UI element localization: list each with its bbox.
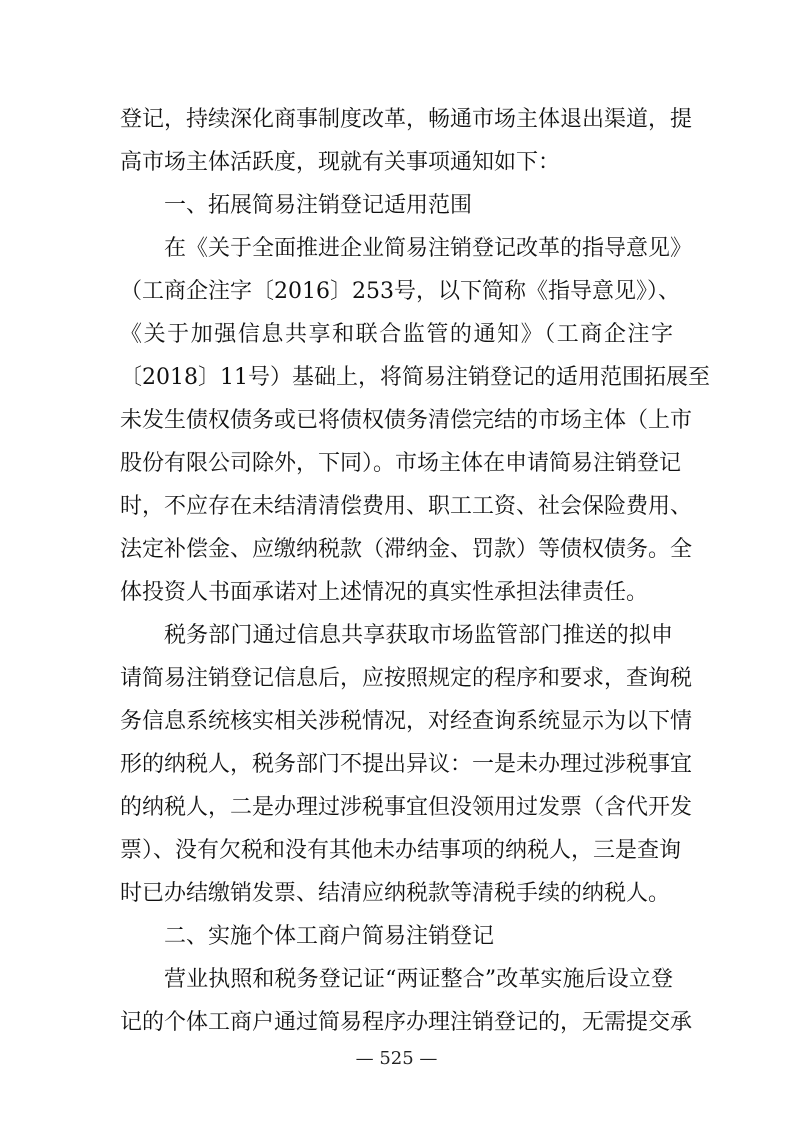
body-line: 时，不应存在未结清清偿费用、职工工资、社会保险费用、 xyxy=(120,494,693,519)
body-line: 营业执照和税务登记证“两证整合”改革实施后设立登 xyxy=(164,967,673,992)
page-number: — 525 — xyxy=(355,1048,438,1069)
body-line: 形的纳税人，税务部门不提出异议：一是未办理过涉税事宜 xyxy=(120,752,693,777)
body-line: 体投资人书面承诺对上述情况的真实性承担法律责任。 xyxy=(120,580,649,605)
body-line: 股份有限公司除外，下同）。市场主体在申请简易注销登记 xyxy=(120,451,682,476)
body-line: 未发生债权债务或已将债权债务清偿完结的市场主体（上市 xyxy=(120,408,693,433)
section-heading-2: 二、实施个体工商户简易注销登记 xyxy=(164,924,495,949)
body-line: 《关于加强信息共享和联合监管的通知》（工商企注字 xyxy=(120,322,673,347)
body-line: 的纳税人，二是办理过涉税事宜但没领用过发票（含代开发 xyxy=(120,795,693,820)
section-heading-1: 一、拓展简易注销登记适用范围 xyxy=(164,193,473,218)
body-line: 请简易注销登记信息后，应按照规定的程序和要求，查询税 xyxy=(120,666,693,691)
body-line: 登记，持续深化商事制度改革，畅通市场主体退出渠道，提 xyxy=(120,107,693,132)
body-line: 时已办结缴销发票、结清应纳税款等清税手续的纳税人。 xyxy=(120,881,671,906)
body-line: 税务部门通过信息共享获取市场监管部门推送的拟申 xyxy=(164,623,673,648)
body-line: 务信息系统核实相关涉税情况，对经查询系统显示为以下情 xyxy=(120,709,693,734)
body-line: 法定补偿金、应缴纳税款（滞纳金、罚款）等债权债务。全 xyxy=(120,537,693,562)
body-line: 〔2018〕11号）基础上，将简易注销登记的适用范围拓展至 xyxy=(120,365,710,390)
body-line: 记的个体工商户通过简易程序办理注销登记的，无需提交承 xyxy=(120,1010,693,1035)
body-line: 票）、没有欠税和没有其他未办结事项的纳税人，三是查询 xyxy=(120,838,682,863)
body-line: 在《关于全面推进企业简易注销登记改革的指导意见》 xyxy=(164,236,693,261)
body-line: 高市场主体活跃度，现就有关事项通知如下： xyxy=(120,150,561,175)
body-line: （工商企注字〔2016〕253号，以下简称《指导意见》）、 xyxy=(120,279,680,304)
